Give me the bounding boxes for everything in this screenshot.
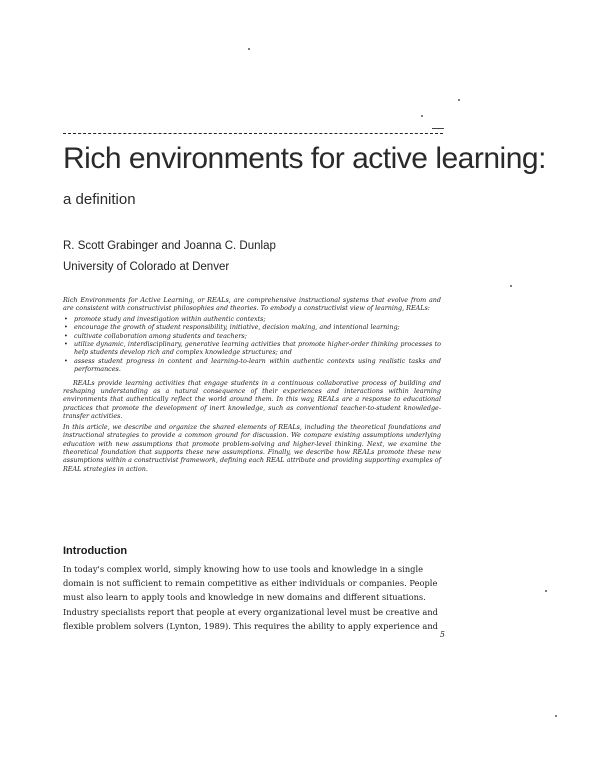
article-authors: R. Scott Grabinger and Joanna C. Dunlap [63, 240, 276, 252]
scan-speck [248, 48, 250, 50]
article-title: Rich environments for active learning: [63, 142, 546, 175]
abstract-bullet-list [63, 315, 441, 374]
abstract-paragraph: REALs provide learning activities that engage students in a continuous collaborative process of building and reshaping understanding as a natural consequence of their experiences and interactions within learning environments that authentically reflect the world around them. In this way, REALs are a response to educational practices that promote the development of inert knowledge, such as conventional teacher-to-student knowledge-transfer activities. [63, 378, 441, 421]
scan-speck [458, 99, 460, 101]
abstract [63, 296, 441, 475]
body-line: flexible problem solvers (Lynton, 1989). This requires the ability to apply experience and [63, 620, 438, 631]
introduction-body [63, 562, 445, 633]
scan-speck [545, 590, 547, 592]
section-heading-introduction: Introduction [63, 545, 128, 557]
abstract-paragraph: In this article, we describe and organize the shared elements of REALs, including the theoretical foundations and instructional strategies to provide a common ground for discussion. We compare existing assumptions underlying education with new assumptions that promote problem-solving and higher-level thinking. Next, we examine the theoretical foundation that supports these new assumptions. Finally, we describe how REALs promote these new assumptions within a constructivist framework, defining each REAL attribute and providing supporting examples of REAL strategies in action. [63, 422, 441, 473]
abstract-bullet: • encourage the growth of student responsibility, initiative, decision making, and intentional learning; [74, 323, 441, 331]
header-rule [63, 133, 443, 134]
article-subtitle: a definition [63, 191, 136, 208]
abstract-bullet: • promote study and investigation within authentic contexts; [74, 315, 441, 323]
scan-speck [421, 115, 423, 117]
scan-speck [555, 715, 557, 717]
body-line: domain is not sufficient to remain competitive as either individuals or companies. People [63, 578, 438, 589]
article-affiliation: University of Colorado at Denver [63, 261, 230, 273]
abstract-bullet: • assess student progress in content and learning-to-learn within authentic contexts using realistic tasks and performances. [74, 357, 441, 374]
abstract-bullet: • cultivate collaboration among students and teachers; [74, 332, 441, 340]
abstract-bullet: • utilize dynamic, interdisciplinary, generative learning activities that promote higher-order thinking processes to help students develop rich and complex knowledge structures; and [74, 340, 441, 357]
body-line: Industry specialists report that people at every organizational level must be creative and [63, 606, 438, 617]
scan-speck [510, 285, 512, 287]
abstract-intro: Rich Environments for Active Learning, or REALs, are comprehensive instructional systems that evolve from and are consistent with constructivist philosophies and theories. To embody a constructivist view of learning, REALs: [63, 296, 441, 313]
body-line: must also learn to apply tools and knowledge in new domains and different situations. [63, 592, 426, 603]
header-rule-mark [432, 128, 444, 129]
body-line: In today's complex world, simply knowing how to use tools and knowledge in a single [63, 564, 424, 574]
page-number: 5 [439, 630, 445, 639]
